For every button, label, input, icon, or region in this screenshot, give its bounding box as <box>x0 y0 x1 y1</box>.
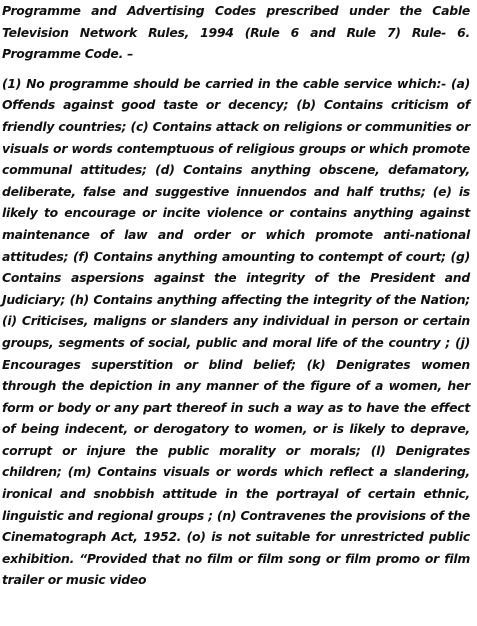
document-page <box>2 0 470 591</box>
document-body: (1) No programme should be carried in the cable service which:- (a) Offends against good taste or decency; (b) Contains criticism of friendly countries; (c) Contains attack on religions or communities or visuals or words contemptuous of religious groups or which promote communal attitudes; (d) Contains anything obscene, defamatory, deliberate, false and suggestive innuendos and half truths; (e) is likely to encourage or incite violence or contains anything against maintenance of law and order or which promote anti-national attitudes; (f) Contains anything amounting to contempt of court; (g) Contains aspersions against the integrity of the President and Judiciary; (h) Contains anything affecting the integrity of the Nation; (i) Criticises, maligns or slanders any individual in person or certain groups, segments of social, public and moral life of the country ; (j) Encourages superstition or blind belief; (k) Denigrates women through the depiction in any manner of the figure of a women, her form or body or any part thereof in such a way as to have the effect of being indecent, or derogatory to women, or is likely to deprave, corrupt or injure the public morality or morals; (l) Denigrates children; (m) Contains visuals or words which reflect a slandering, ironical and snobbish attitude in the portrayal of certain ethnic, linguistic and regional groups ; (n) Contravenes the provisions of the Cinematograph Act, 1952. (o) is not suitable for unrestricted public exhibition. “Provided that no film or film song or film promo or film trailer or music video <box>2 75 470 588</box>
document-heading: Programme and Advertising Codes prescribed under the Cable Television Network Rules, 1994 (Rule 6 and Rule 7) Rule- 6. Programme Code. – <box>2 3 470 62</box>
paragraph-gap <box>2 65 470 73</box>
